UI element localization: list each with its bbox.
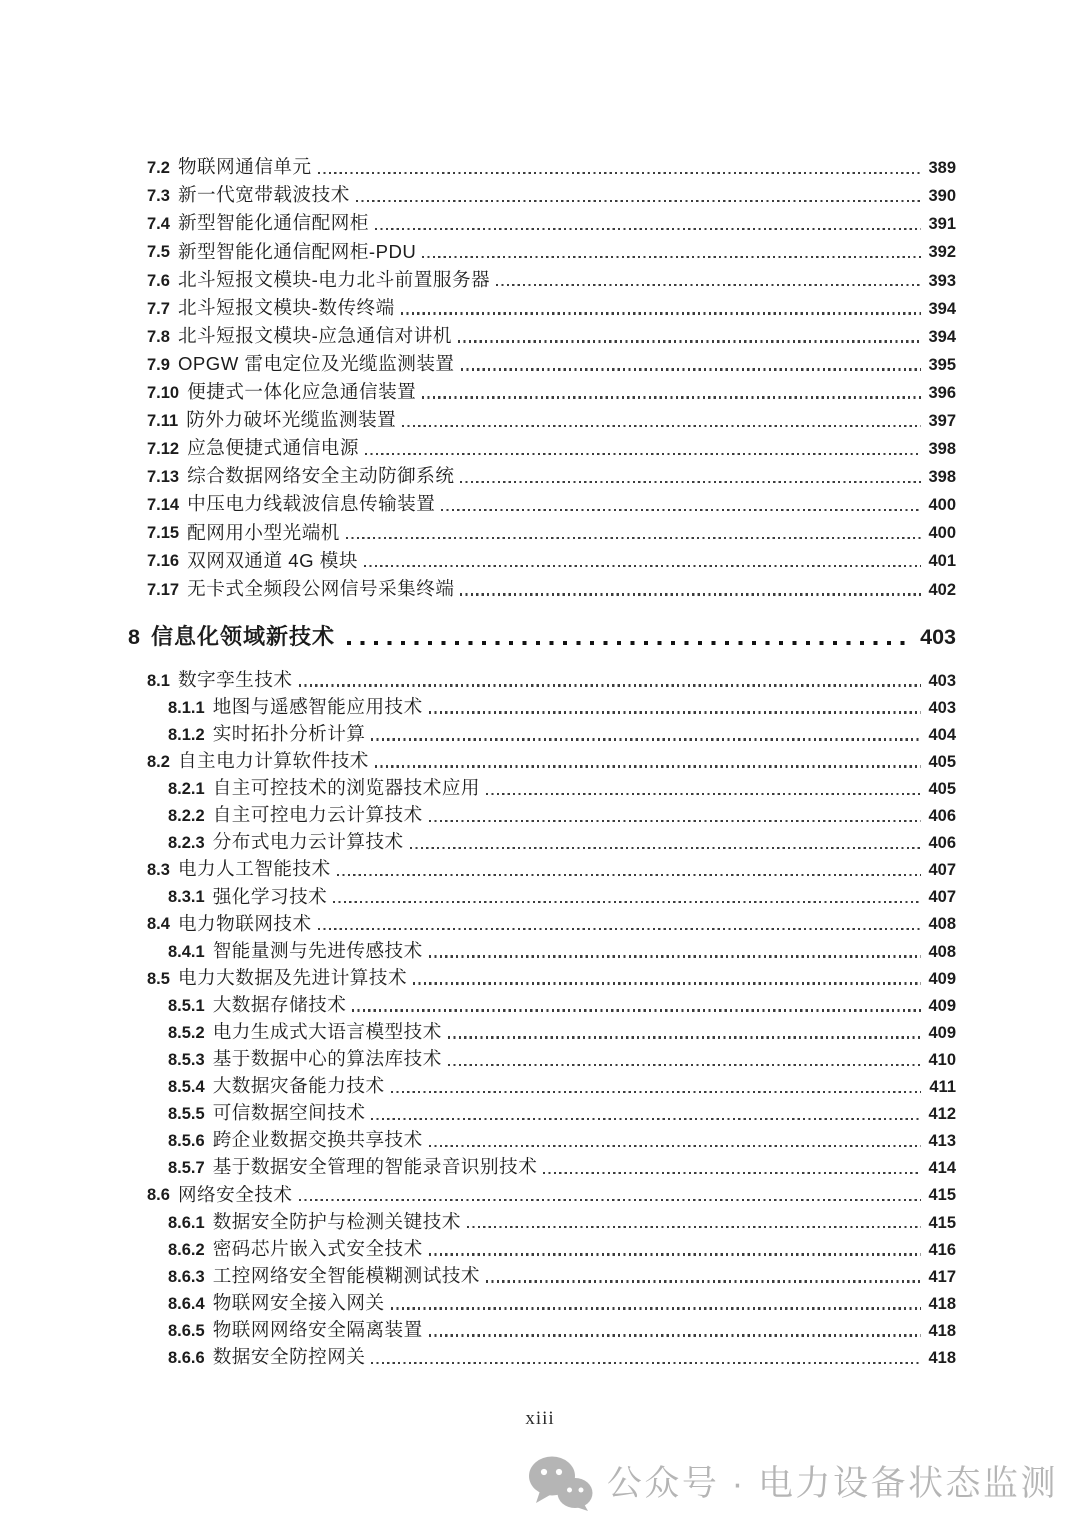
toc-leader-dots [401,312,921,314]
toc-entry-page: 406 [928,834,956,853]
toc-leader-dots [429,1145,921,1147]
toc-entry-page: 400 [928,524,956,543]
toc-entry-title: 分布式电力云计算技术 [212,831,404,853]
toc-entry-title: 自主电力计算软件技术 [177,750,369,772]
toc-entry[interactable] [128,934,956,961]
toc-entry-title: 数据安全防控网关 [212,1346,366,1368]
toc-entry[interactable] [128,150,956,178]
watermark [528,1455,1058,1511]
toc-entry[interactable] [128,1016,956,1043]
toc-entry-number: 7.6 [147,271,170,290]
toc-entry-chapter8-heading[interactable] [128,616,956,650]
toc-entry-number: 8.3 [147,861,170,880]
toc-entry-page: 413 [928,1132,956,1151]
toc-entry-number: 8.1.2 [168,725,205,744]
toc-entry-number: 8.6.5 [168,1321,205,1340]
toc-entry[interactable] [128,1205,956,1232]
toc-entry-number: 8.3.1 [168,888,205,907]
toc-entry-page: 418 [928,1348,956,1367]
toc-entry-title: 防外力破坏光缆监测装置 [186,409,397,431]
toc-entry[interactable] [128,1260,956,1287]
toc-entry-title: 跨企业数据交换共享技术 [212,1129,423,1151]
toc-entry-title: 北斗短报文模块-数传终端 [177,296,395,318]
toc-entry-page: 398 [928,440,956,459]
toc-entry-page: 397 [928,411,956,430]
toc-entry-title: 可信数据空间技术 [212,1102,366,1124]
toc-entry-page: 409 [928,969,956,988]
toc-entry-number: 7.4 [147,215,170,234]
toc-entry-page: 411 [929,1078,956,1097]
chapter7-entry-list [128,150,956,600]
toc-leader-dots [458,340,921,342]
toc-entry-page: 409 [928,996,956,1015]
toc-entry-page: 405 [928,780,956,798]
toc-entry[interactable] [128,799,956,826]
toc-entry-number: 8.4.1 [168,942,205,961]
toc-entry[interactable] [128,745,956,772]
toc-leader-dots [429,1253,921,1255]
toc-entry-title: 无卡式全频段公网信号采集终端 [187,577,455,599]
toc-entry-number: 8.5.2 [168,1023,205,1042]
toc-leader-dots [422,396,921,398]
toc-entry-number: 7.5 [147,243,170,262]
toc-entry[interactable] [128,1070,956,1097]
toc-entry-page: 392 [928,243,956,262]
toc-entry[interactable] [128,431,956,459]
toc-entry-page: 408 [928,915,956,934]
toc-entry[interactable] [128,1097,956,1124]
toc-entry-title: 基于数据安全管理的智能录音识别技术 [212,1156,538,1178]
toc-entry-page: 408 [928,942,956,961]
toc-entry-title: 电力大数据及先进计算技术 [177,966,408,988]
toc-entry-title: 强化学习技术 [212,885,328,907]
toc-leader-dots [371,1362,921,1364]
toc-entry[interactable] [128,1341,956,1368]
toc-entry-page: 418 [928,1294,956,1313]
toc-entry-number: 8.5.7 [168,1159,205,1178]
toc-entry-title: 中压电力线载波信息传输装置 [187,493,436,515]
toc-entry-title: OPGW 雷电定位及光缆监测装置 [177,352,455,374]
toc-entry[interactable] [128,543,956,571]
toc-entry-page: 403 [928,698,956,717]
toc-entry-title: 物联网通信单元 [177,156,312,178]
toc-leader-dots [460,593,921,595]
toc-entry[interactable] [128,487,956,515]
toc-leader-dots [391,1091,921,1093]
toc-entry-title: 电力生成式大语言模型技术 [212,1021,442,1042]
toc-entry-page: 403 [928,671,956,690]
toc-entry-page: 391 [928,215,956,234]
toc-entry-page: 412 [928,1105,956,1124]
toc-entry-page: 396 [928,383,956,402]
watermark-text: 公众号 · 电力设备状态监测 [606,1463,1058,1503]
toc-entry[interactable] [128,262,956,290]
toc-leader-dots [410,847,921,849]
toc-entry-title: 网络安全技术 [177,1183,293,1205]
toc-leader-dots [461,368,921,370]
toc-leader-dots [422,256,921,258]
toc-entry-number: 7.2 [147,159,170,178]
toc-leader-dots [347,641,914,645]
toc-entry-page: 393 [928,271,956,290]
toc-leader-dots [486,793,921,795]
toc-entry[interactable] [128,1124,956,1151]
toc-leader-dots [448,1064,921,1066]
toc-entry[interactable] [128,718,956,745]
toc-entry-number: 8.5 [147,969,170,988]
toc-entry-number: 7.11 [147,411,179,430]
toc-entry-title: 大数据灾备能力技术 [212,1075,385,1097]
toc-entry-page: 403 [920,624,956,649]
toc-leader-dots [467,1226,921,1228]
toc-leader-dots [375,765,921,767]
toc-entry-title: 密码芯片嵌入式安全技术 [212,1237,423,1259]
toc-entry-number: 8.6.3 [168,1267,205,1286]
toc-entry[interactable] [128,1232,956,1259]
toc-entry-page: 410 [928,1050,956,1069]
toc-entry-page: 407 [928,861,956,880]
toc-entry-title: 综合数据网络安全主动防御系统 [187,465,455,487]
toc-entry[interactable] [128,1287,956,1314]
toc-entry-page: 407 [928,888,956,907]
toc-leader-dots [337,874,921,876]
toc-leader-dots [333,901,921,903]
toc-leader-dots [299,684,921,686]
toc-entry-title: 新一代宽带载波技术 [177,184,350,206]
toc-entry-title: 基于数据中心的算法库技术 [212,1048,442,1070]
toc-entry[interactable] [128,1043,956,1070]
toc-entry-number: 7.15 [147,524,180,543]
toc-entry-title: 电力物联网技术 [177,912,312,934]
toc-entry-title: 北斗短报文模块-应急通信对讲机 [177,324,452,346]
toc-leader-dots [441,509,921,511]
toc-entry-number: 8.5.1 [168,996,205,1015]
toc-leader-dots [429,955,921,957]
toc-entry-number: 7.3 [147,187,170,206]
toc-entry-title: 电力人工智能技术 [177,858,331,880]
toc-entry[interactable] [128,459,956,487]
toc-entry-page: 409 [928,1023,956,1042]
toc-entry[interactable] [128,1151,956,1178]
toc-entry[interactable] [128,290,956,318]
toc-entry-title: 智能量测与先进传感技术 [212,939,423,961]
toc-entry-page: 389 [928,159,956,178]
toc-entry-number: 8.2.3 [168,834,205,853]
toc-entry-number: 8.6.6 [168,1348,205,1367]
toc-entry-number: 8.5.6 [168,1132,205,1151]
toc-entry[interactable] [128,234,956,262]
toc-entry-number: 8.6.4 [168,1294,205,1313]
toc-entry-number: 8.5.3 [168,1050,205,1069]
toc-entry-number: 7.12 [147,440,180,459]
toc-entry-number: 7.13 [147,468,180,487]
toc-entry[interactable] [128,571,956,599]
toc-entry-title: 信息化领域新技术 [150,624,335,650]
toc-entry[interactable] [128,347,956,375]
toc-entry-page: 400 [928,496,956,515]
toc-leader-dots [543,1172,921,1174]
toc-entry-title: 大数据存储技术 [212,993,347,1015]
toc-entry[interactable] [128,691,956,718]
toc-entry-title: 新型智能化通信配网柜 [177,212,369,234]
toc-entry[interactable] [128,989,956,1016]
toc-entry-title: 双网双通道 4G 模块 [187,549,358,571]
toc-entry-number: 7.16 [147,552,180,571]
toc-entry-number: 8.5.5 [168,1105,205,1124]
toc-entry-number: 7.14 [147,496,180,515]
toc-entry-page: 414 [928,1159,956,1178]
toc-entry-number: 7.10 [147,383,180,402]
toc-entry-title: 物联网安全接入网关 [212,1291,385,1313]
toc-leader-dots [460,481,921,483]
toc-leader-dots [413,982,921,984]
toc-entry-page: 394 [928,299,956,318]
toc-entry[interactable] [128,178,956,206]
toc-entry[interactable] [128,206,956,234]
toc-leader-dots [356,200,921,202]
toc-entry-number: 7.9 [147,355,170,374]
toc-entry-page: 406 [928,807,956,826]
toc-entry-title: 便捷式一体化应急通信装置 [187,381,417,403]
toc-entry-page: 394 [928,327,956,346]
toc-entry[interactable] [128,375,956,403]
toc-entry-title: 数字孪生技术 [177,668,293,690]
toc-entry-title: 工控网络安全智能模糊测试技术 [212,1264,481,1286]
toc-entry-title: 自主可控技术的浏览器技术应用 [212,777,481,799]
toc-entry[interactable] [128,1314,956,1341]
toc-entry-number: 8.2.1 [168,780,205,798]
toc-leader-dots [448,1036,921,1038]
toc-entry[interactable] [128,826,956,853]
toc-entry-title: 数据安全防护与检测关键技术 [212,1210,461,1232]
toc-leader-dots [496,284,921,286]
toc-leader-dots [391,1307,921,1309]
toc-entry-page: 405 [928,752,956,771]
toc-entry-page: 415 [928,1213,956,1232]
toc-leader-dots [429,1334,921,1336]
toc-leader-dots [352,1009,921,1011]
toc-entry-number: 8.6.2 [168,1240,205,1259]
toc-entry[interactable] [128,962,956,989]
toc-entry-title: 新型智能化通信配网柜-PDU [177,240,417,262]
toc-entry-number: 7.7 [147,299,170,318]
toc-entry-title: 实时拓扑分析计算 [212,722,366,744]
toc-entry[interactable] [128,319,956,347]
toc-entry-page: 417 [928,1267,956,1286]
toc-entry-number: 8.2.2 [168,807,205,826]
toc-entry-number: 7.8 [147,327,170,346]
toc-entry[interactable] [128,664,956,691]
toc-entry[interactable] [128,880,956,907]
toc-entry[interactable] [128,853,956,880]
toc-entry-number: 8 [128,624,140,649]
toc-entry-page: 395 [928,355,956,374]
wechat-icon [528,1455,594,1511]
toc-entry-title: 物联网网络安全隔离装置 [212,1319,423,1341]
toc-leader-dots [429,711,921,713]
toc-entry-number: 8.2 [147,752,170,771]
toc-leader-dots [486,1280,921,1282]
toc-leader-dots [371,738,921,740]
toc-leader-dots [365,453,921,455]
toc-entry-page: 390 [928,187,956,206]
toc-entry-title: 北斗短报文模块-电力北斗前置服务器 [177,268,491,290]
toc-entry-page: 418 [928,1321,956,1340]
toc-leader-dots [364,565,921,567]
toc-entry-number: 8.5.4 [168,1078,205,1097]
toc-entry[interactable] [128,772,956,799]
toc-leader-dots [318,172,921,174]
page-number: xiii [525,1408,555,1429]
toc-leader-dots [371,1118,921,1120]
toc-entry-number: 8.6.1 [168,1213,205,1232]
toc-entry-title: 自主可控电力云计算技术 [212,804,423,826]
toc-entry-number: 8.6 [147,1186,170,1205]
toc-entry-title: 配网用小型光端机 [187,521,340,543]
toc-entry[interactable] [128,403,956,431]
toc-leader-dots [318,928,921,930]
chapter8-entry-list [128,664,956,1368]
toc-entry[interactable] [128,907,956,934]
toc-leader-dots [429,820,921,822]
toc-entry-title: 应急便捷式通信电源 [187,437,359,459]
toc-leader-dots [375,228,921,230]
toc-entry-page: 416 [928,1240,956,1259]
toc-entry-page: 398 [928,468,956,487]
toc-entry-number: 8.4 [147,915,170,934]
toc-entry-page: 404 [928,725,956,744]
toc-leader-dots [299,1199,921,1201]
toc-entry[interactable] [128,1178,956,1205]
toc-entry-number: 8.1 [147,671,170,690]
toc-leader-dots [402,425,921,427]
toc-entry-number: 7.17 [147,580,180,599]
toc-entry-number: 8.1.1 [168,698,205,717]
toc-entry-page: 401 [928,552,956,571]
toc-entry-page: 402 [928,580,956,599]
table-of-contents [128,150,956,1368]
toc-leader-dots [346,537,921,539]
toc-entry[interactable] [128,515,956,543]
toc-entry-page: 415 [928,1186,956,1205]
toc-entry-title: 地图与遥感智能应用技术 [212,695,423,717]
